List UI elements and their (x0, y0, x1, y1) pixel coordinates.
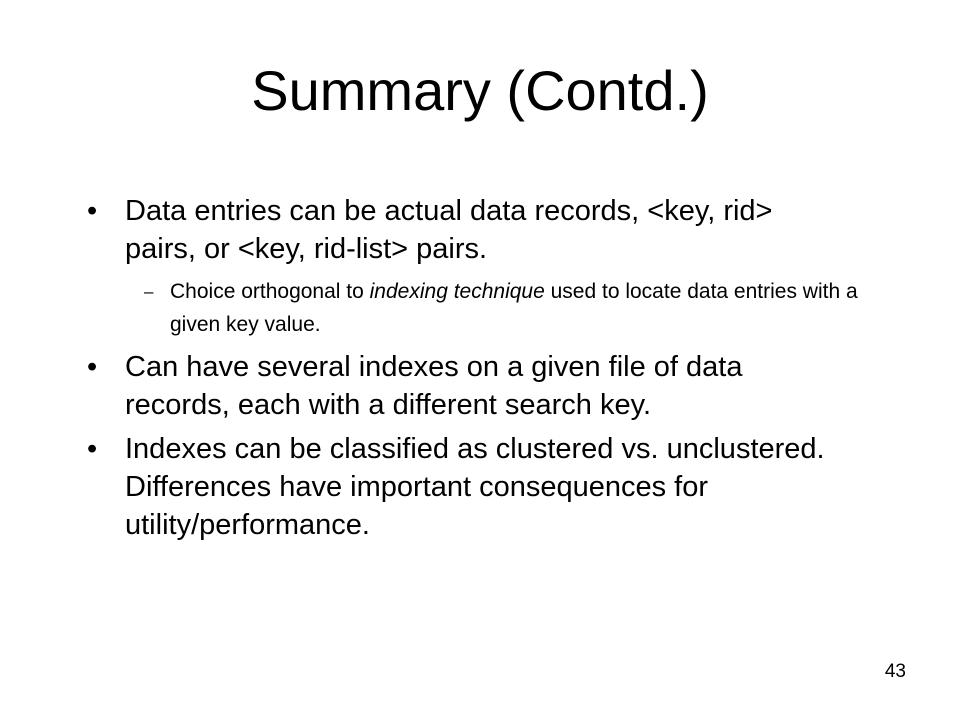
bullet-text: Indexes can be classified as clustered vs. unclustered. Differences have important consequences for utility/performance. (125, 433, 825, 541)
bullet-marker: • (87, 433, 98, 465)
bullet-3 (87, 430, 845, 544)
bullet-1 (87, 192, 845, 268)
bullet-text: Can have several indexes on a given file of data records, each with a different search key. (125, 351, 743, 421)
page-number: 43 (884, 661, 906, 682)
bullet-text: Data entries can be actual data records, <key, rid> pairs, or <key, rid-list> pairs. (125, 195, 773, 265)
slide-title: Summary (Contd.) (251, 59, 709, 122)
subbullet-text-after: used to locate data entries with a given key value. (170, 280, 858, 336)
subbullet-text-before: Choice orthogonal to (170, 280, 370, 303)
subbullet-1 (144, 275, 885, 341)
bullet-marker: • (87, 351, 98, 383)
bullet-marker: • (87, 195, 98, 227)
bullet-2 (87, 348, 845, 424)
subbullet-marker: – (144, 282, 154, 301)
subbullet-text-emphasis: indexing technique (369, 280, 545, 303)
